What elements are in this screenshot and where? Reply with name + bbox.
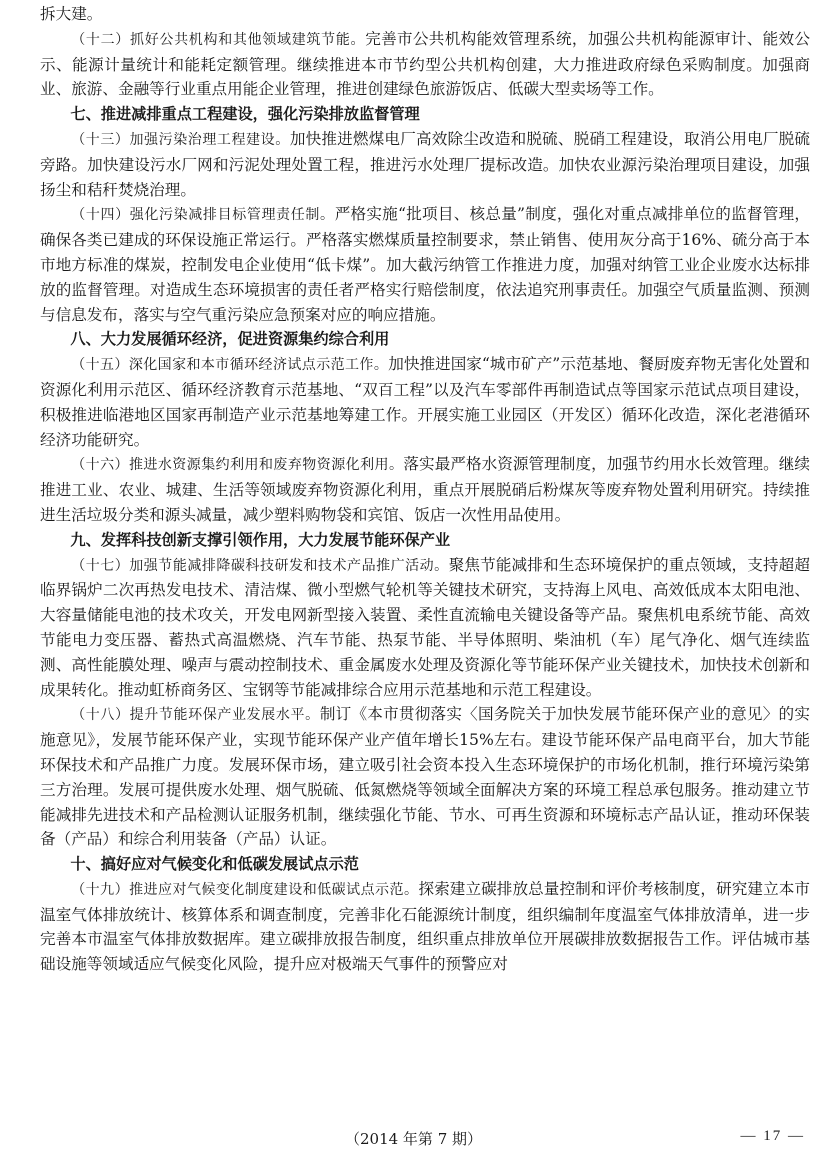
paragraph-text: 加快推进燃煤电厂高效除尘改造和脱硫、脱硝工程建设，取消公用电厂脱硫旁路。加快建设污水厂网和污泥处理处置工程，推进污水处理厂提标改造。加快农业源污染治理项目建设，加强扬尘和秸秆焚烧治理。 xyxy=(40,129,810,199)
paragraph-lead: （十九）推进应对气候变化制度建设和低碳试点示范。 xyxy=(71,881,419,898)
paragraph-lead: （十四）强化污染减排目标管理责任制。 xyxy=(71,207,335,224)
page-footer xyxy=(0,1128,827,1152)
issue-label: （2014 年第 7 期） xyxy=(344,1130,483,1148)
paragraph-item-16 xyxy=(40,452,810,527)
paragraph-text: 探索建立碳排放总量控制和评价考核制度，研究建立本市温室气体排放统计、核算体系和调查制度，完善非化石能源统计制度，组织编制年度温室气体排放清单，进一步完善本市温室气体排放数据库。建立碳排放报告制度，组织重点排放单位开展碳排放数据报告工作。评估城市基础设施等领域适应气候变化风险，提升应对极端天气事件的预警应对 xyxy=(40,879,810,974)
paragraph-text: 聚焦节能减排和生态环境保护的重点领域，支持超超临界锅炉二次再热发电技术、清洁煤、微小型燃气轮机等关键技术研究，支持海上风电、高效低成本太阳电池、大容量储能电池的技术攻关，开发电网新型接入装置、柔性直流输电关键设备等产品。聚焦机电系统节能、高效节能电力变压器、蓄热式高温燃烧、汽车节能、热泵节能、半导体照明、柴油机（车）尾气净化、烟气连续监测、高性能膜处理、噪声与震动控制技术、重金属废水处理及资源化等节能环保产业关键技术，加快技术创新和成果转化。推动虹桥商务区、宝钢等节能减排综合应用示范基地和示范工程建设。 xyxy=(40,555,810,699)
paragraph-lead: （十三）加强污染治理工程建设。 xyxy=(71,131,290,148)
paragraph-item-19 xyxy=(40,877,810,977)
paragraph-lead: （十二）抓好公共机构和其他领域建筑节能。 xyxy=(71,31,366,48)
paragraph-item-12 xyxy=(40,27,810,102)
paragraph-item-13 xyxy=(40,127,810,202)
paragraph-text: 完善市公共机构能效管理系统，加强公共机构能源审计、能效公示、能源计量统计和能耗定额管理。继续推进本市节约型公共机构创建，大力推进政府绿色采购制度。加强商业、旅游、金融等行业重点用能企业管理，推进创建绿色旅游饭店、低碳大型卖场等工作。 xyxy=(40,29,810,99)
section-heading-8: 八、大力发展循环经济，促进资源集约综合利用 xyxy=(70,330,390,349)
paragraph-lead: （十六）推进水资源集约利用和废弃物资源化利用。 xyxy=(71,457,404,474)
paragraph-text: 加快推进国家“城市矿产”示范基地、餐厨废弃物无害化处置和资源化利用示范区、循环经济教育示范基地、“双百工程”以及汽车零部件再制造试点等国家示范试点项目建设，积极推进临港地区国家再制造产业示范基地筹建工作。开展实施工业园区（开发区）循环化改造，深化老港循环经济功能研究。 xyxy=(40,355,810,449)
paragraph-item-15 xyxy=(40,352,810,452)
paragraph-lead: （十七）加强节能减排降碳科技研发和技术产品推广活动。 xyxy=(71,557,449,574)
paragraph-item-18 xyxy=(40,702,810,852)
section-heading-10: 十、搞好应对气候变化和低碳发展试点示范 xyxy=(70,855,359,874)
page-number: — 17 — xyxy=(740,1128,805,1144)
paragraph-lead: （十五）深化国家和本市循环经济试点示范工作。 xyxy=(71,357,389,374)
paragraph-item-17 xyxy=(40,553,810,703)
paragraph-continuation xyxy=(40,2,810,27)
paragraph-text: 落实最严格水资源管理制度，加强节约用水长效管理。继续推进工业、农业、城建、生活等领域废弃物资源化利用，重点开展脱硝后粉煤灰等废弃物处置利用研究。持续推进生活垃圾分类和源头减量，减少塑料购物袋和宾馆、饭店一次性用品使用。 xyxy=(40,455,810,524)
paragraph-text: 制订《本市贯彻落实〈国务院关于加快发展节能环保产业的意见〉的实施意见》，发展节能环保产业，实现节能环保产业产值年增长15%左右。建设节能环保产品电商平台，加大节能环保技术和产品推广力度。发展环保市场，建立吸引社会资本投入生态环境保护的市场化机制，推行环境污染第三方治理。发展可提供废水处理、烟气脱硫、低氮燃烧等领域全面解决方案的环境工程总承包服务。推动建立节能减排先进技术和产品检测认证服务机制，继续强化节能、节水、可再生资源和环境标志产品认证，推动环保装备（产品）和综合利用装备（产品）认证。 xyxy=(40,705,810,849)
section-heading-7: 七、推进减排重点工程建设，强化污染排放监督管理 xyxy=(70,105,420,124)
paragraph-lead: （十八）提升节能环保产业发展水平。 xyxy=(71,707,320,724)
paragraph-text: 拆大建。 xyxy=(40,5,103,23)
paragraph-item-14 xyxy=(40,202,810,327)
section-heading-9: 九、发挥科技创新支撑引领作用，大力发展节能环保产业 xyxy=(70,530,451,549)
paragraph-text: 严格实施“批项目、核总量”制度，强化对重点减排单位的监督管理，确保各类已建成的环保设施正常运行。严格落实燃煤质量控制要求，禁止销售、使用灰分高于16%、硫分高于本市地方标准的煤炭，控制发电企业使用“低卡煤”。加大截污纳管工作推进力度，加强对纳管工业企业废水达标排放的监督管理。对造成生态环境损害的责任者严格实行赔偿制度，依法追究刑事责任。加强空气质量监测、预测与信息发布，落实与空气重污染应急预案对应的响应措施。 xyxy=(40,205,810,324)
document-body xyxy=(40,2,810,977)
